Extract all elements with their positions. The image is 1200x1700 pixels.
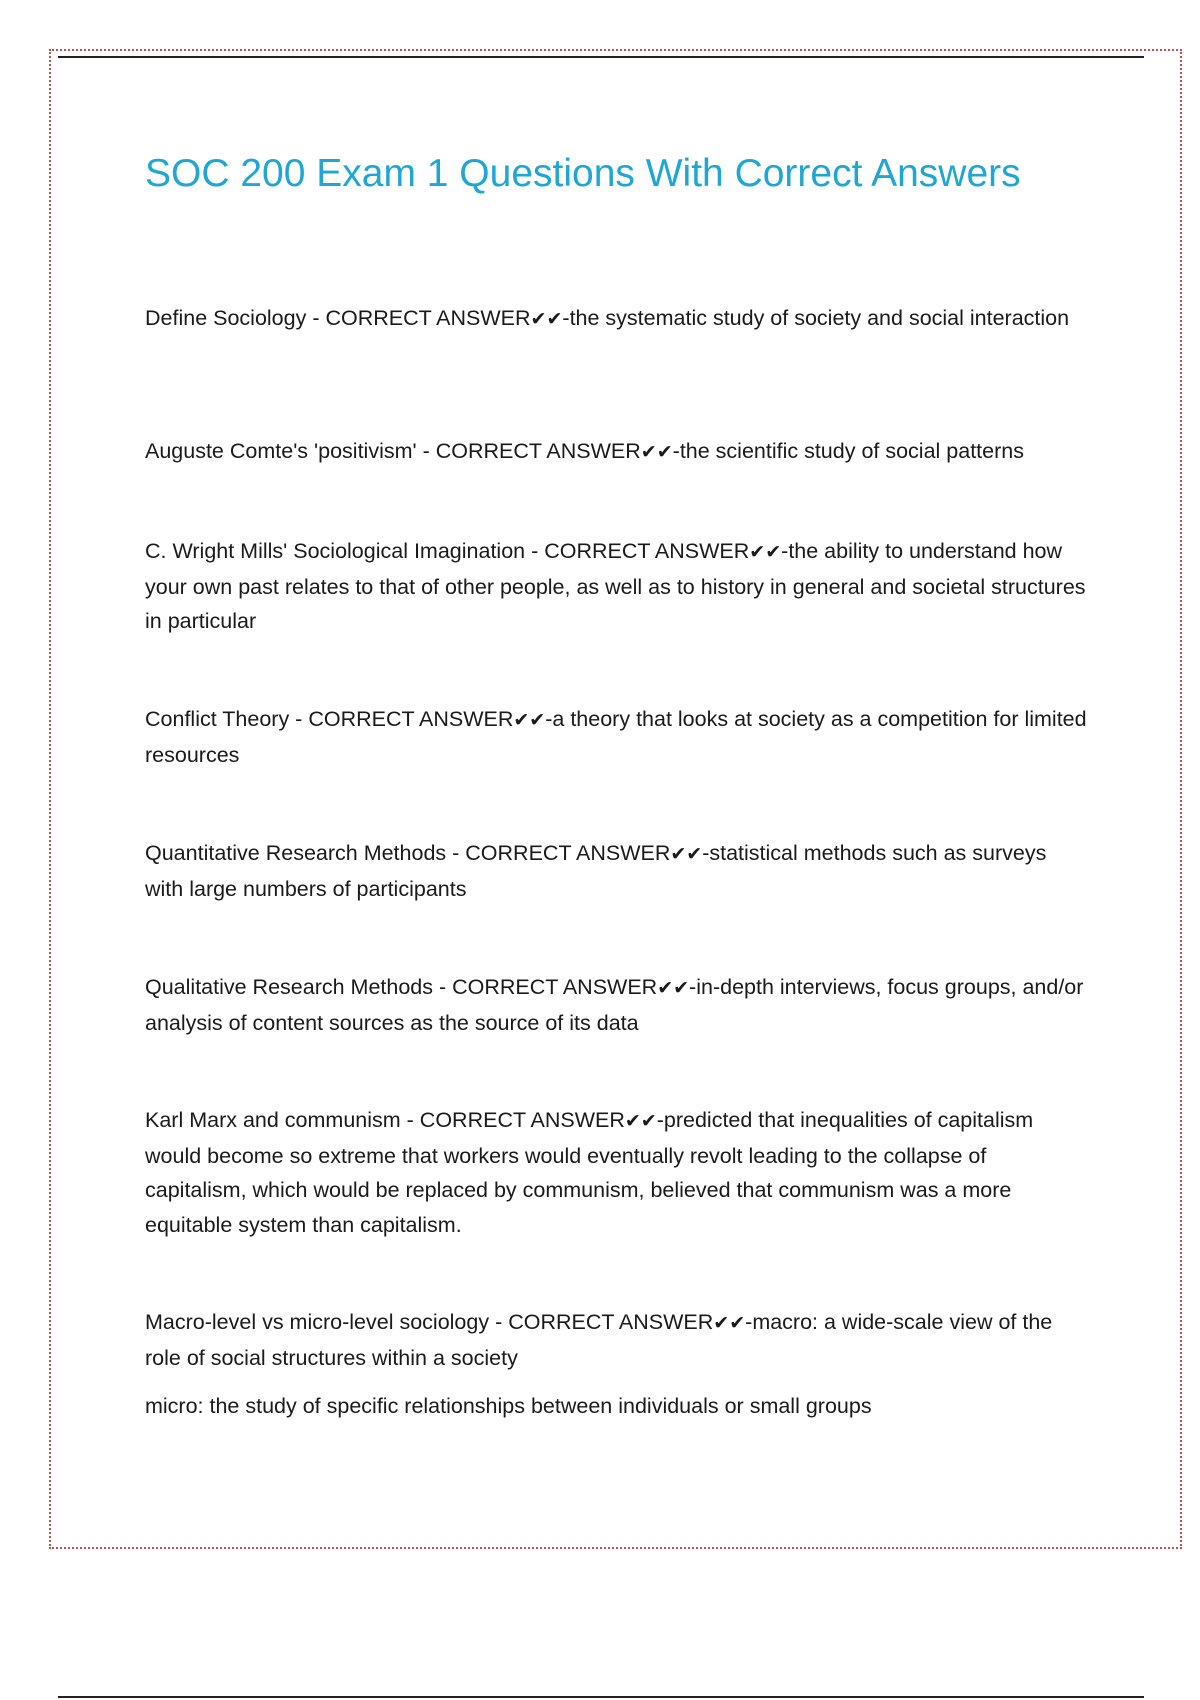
checkmark-icon: ✔✔: [749, 541, 782, 563]
qa-term: Quantitative Research Methods: [145, 841, 447, 865]
header-rule: [58, 56, 1144, 58]
qa-answer-continued: micro: the study of specific relationships between individuals or small groups: [145, 1394, 872, 1418]
qa-item: Karl Marx and communism - CORRECT ANSWER✔✔-predicted that inequalities of capitalism would become so extreme that workers would eventually revolt leading to the collapse of capitalism, which would be replaced by communism, believed that communism was a more equitable system than capitalism.: [145, 1108, 1034, 1237]
correct-answer-label: CORRECT ANSWER: [544, 539, 750, 563]
qa-item: Qualitative Research Methods - CORRECT ANSWER✔✔-in-depth interviews, focus groups, and/or analysis of content sources as the source of its data: [145, 975, 1084, 1035]
correct-answer-label: CORRECT ANSWER: [508, 1310, 714, 1334]
qa-term: Conflict Theory: [145, 707, 290, 731]
qa-term: Qualitative Research Methods: [145, 975, 434, 999]
checkmark-icon: ✔✔: [530, 308, 563, 330]
correct-answer-label: CORRECT ANSWER: [308, 707, 514, 731]
checkmark-icon: ✔✔: [640, 441, 673, 463]
qa-term: Karl Marx and communism: [145, 1108, 401, 1132]
qa-answer: predicted that inequalities of capitalism would become so extreme that workers would eventually revolt leading to the collapse of capitalism, which would be replaced by communism, believed that communism was a more equitable system than capitalism.: [145, 1108, 1034, 1237]
checkmark-icon: ✔✔: [713, 1312, 746, 1334]
checkmark-icon: ✔✔: [670, 843, 703, 865]
checkmark-icon: ✔✔: [624, 1110, 657, 1132]
qa-term: C. Wright Mills' Sociological Imagination: [145, 539, 526, 563]
qa-term: Macro-level vs micro-level sociology: [145, 1310, 490, 1334]
qa-answer: macro: a wide-scale view of the role of social structures within a society: [145, 1310, 1053, 1370]
qa-answer: the ability to understand how your own past relates to that of other people, as well as to history in general and societal structures in particular: [145, 539, 1086, 633]
qa-item: Conflict Theory - CORRECT ANSWER✔✔-a theory that looks at society as a competition for limited resources: [145, 707, 1087, 767]
qa-term: Auguste Comte's 'positivism': [145, 439, 417, 463]
correct-answer-label: CORRECT ANSWER: [419, 1108, 625, 1132]
qa-answer: in-depth interviews, focus groups, and/or analysis of content sources as the source of its data: [145, 975, 1084, 1035]
qa-answer: the scientific study of social patterns: [679, 439, 1024, 463]
qa-answer: the systematic study of society and social interaction: [569, 306, 1070, 330]
checkmark-icon: ✔✔: [657, 977, 690, 999]
document-title: SOC 200 Exam 1 Questions With Correct Answers: [145, 152, 1021, 195]
checkmark-icon: ✔✔: [513, 709, 546, 731]
footer-rule: [58, 1696, 1144, 1698]
qa-item: Auguste Comte's 'positivism' - CORRECT ANSWER✔✔-the scientific study of social patterns: [145, 439, 1024, 463]
qa-item: Quantitative Research Methods - CORRECT ANSWER✔✔-statistical methods such as surveys with large numbers of participants: [145, 841, 1047, 901]
correct-answer-label: CORRECT ANSWER: [452, 975, 658, 999]
qa-answer: a theory that looks at society as a competition for limited resources: [145, 707, 1087, 767]
correct-answer-label: CORRECT ANSWER: [325, 306, 531, 330]
qa-term: Define Sociology: [145, 306, 307, 330]
qa-item: Define Sociology - CORRECT ANSWER✔✔-the systematic study of society and social interaction: [145, 306, 1070, 330]
correct-answer-label: CORRECT ANSWER: [465, 841, 671, 865]
correct-answer-label: CORRECT ANSWER: [435, 439, 641, 463]
qa-item: C. Wright Mills' Sociological Imagination - CORRECT ANSWER✔✔-the ability to understand how your own past relates to that of other people, as well as to history in general and societal structures in particular: [145, 539, 1086, 633]
qa-item: Macro-level vs micro-level sociology - CORRECT ANSWER✔✔-macro: a wide-scale view of the role of social structures within a society: [145, 1310, 1053, 1370]
qa-answer: statistical methods such as surveys with large numbers of participants: [145, 841, 1047, 901]
